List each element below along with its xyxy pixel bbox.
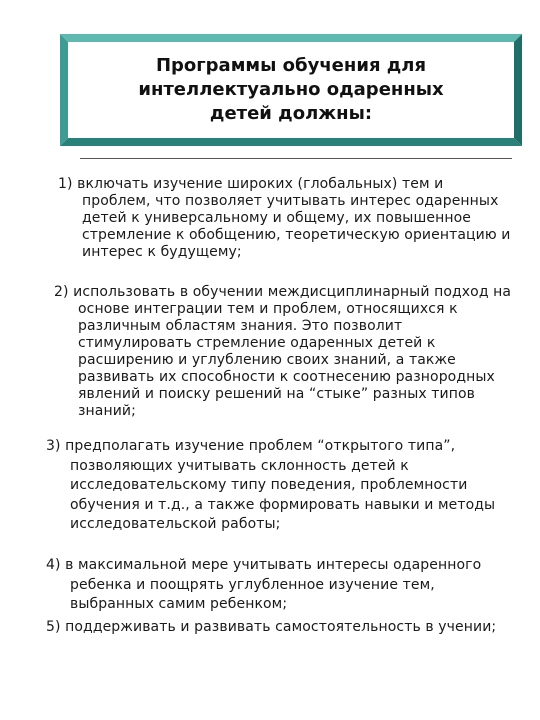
list-item-4: 4) в максимальной мере учитывать интересы одаренного ребенка и поощрять углубленное изучение тем, выбранных самим ребенком; (46, 557, 482, 612)
list-item-1: 1) включать изучение широких (глобальных) тем и проблем, что позволяет учитывать интерес одаренных детей к универсальному и общему, их повышенное стремление к обобщению, теоретическую ориентацию и интерес к будущему; (58, 176, 511, 260)
page-title: Программы обучения для интеллектуально одаренных детей должны: (138, 55, 444, 124)
list-item-2: 2) использовать в обучении междисциплинарный подход на основе интеграции тем и проблем, относящихся к различным областям знания. Это позволит стимулировать стремление одаренных детей к расширению и углублению своих знаний, а также развивать их способности к соотнесению разнородных явлений и поиску решений на “стыке” разных типов знаний; (54, 284, 512, 419)
list-item-5: 5) поддерживать и развивать самостоятельность в учении; (46, 619, 497, 635)
list-item-3: 3) предполагать изучение проблем “открытого типа”, позволяющих учитывать склонность детей к исследовательскому типу поведения, проблемности обучения и т.д., а также формировать навыки и методы исследовательской работы; (46, 438, 496, 532)
